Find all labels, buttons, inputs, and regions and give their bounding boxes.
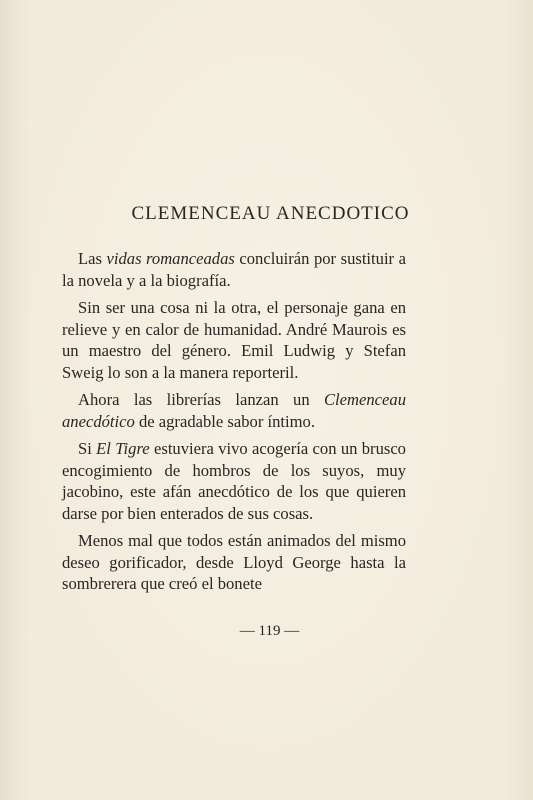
body-text	[62, 248, 406, 601]
italic-run: Clemenceau anecdótico	[62, 390, 406, 431]
text-run: estuviera vivo acogería con un brusco encogimiento de hombros de los suyos, muy jacobino, este afán anecdótico de los que quieren darse por bien enterados de sus cosas.	[62, 439, 406, 523]
italic-run: El Tigre	[96, 439, 150, 458]
text-run: Menos mal que todos están animados del mismo deseo gorificador, desde Lloyd George hasta la sombrerera que creó el bonete	[62, 531, 406, 593]
paragraph	[62, 530, 406, 595]
chapter-title: CLEMENCEAU ANECDOTICO	[131, 203, 410, 224]
paragraph	[62, 389, 406, 432]
italic-run: vidas romanceadas	[106, 249, 235, 268]
text-run: Ahora las librerías lanzan un	[78, 390, 324, 409]
page-number: — 119 —	[239, 623, 300, 639]
paragraph	[62, 248, 406, 291]
paragraph	[62, 297, 406, 383]
text-run: Si	[78, 439, 97, 458]
paragraph	[62, 438, 406, 524]
text-run: de agradable sabor íntimo.	[134, 411, 315, 431]
text-run: Sin ser una cosa ni la otra, el personaje gana en relieve y en calor de humanidad. André Maurois es un maestro del género. Emil Ludwig y Stefan Sweig lo son a la manera reporteril.	[62, 298, 406, 382]
text-run: Las	[78, 249, 107, 268]
text-run: concluirán por sustituir a la novela y a la biografía.	[62, 249, 406, 290]
